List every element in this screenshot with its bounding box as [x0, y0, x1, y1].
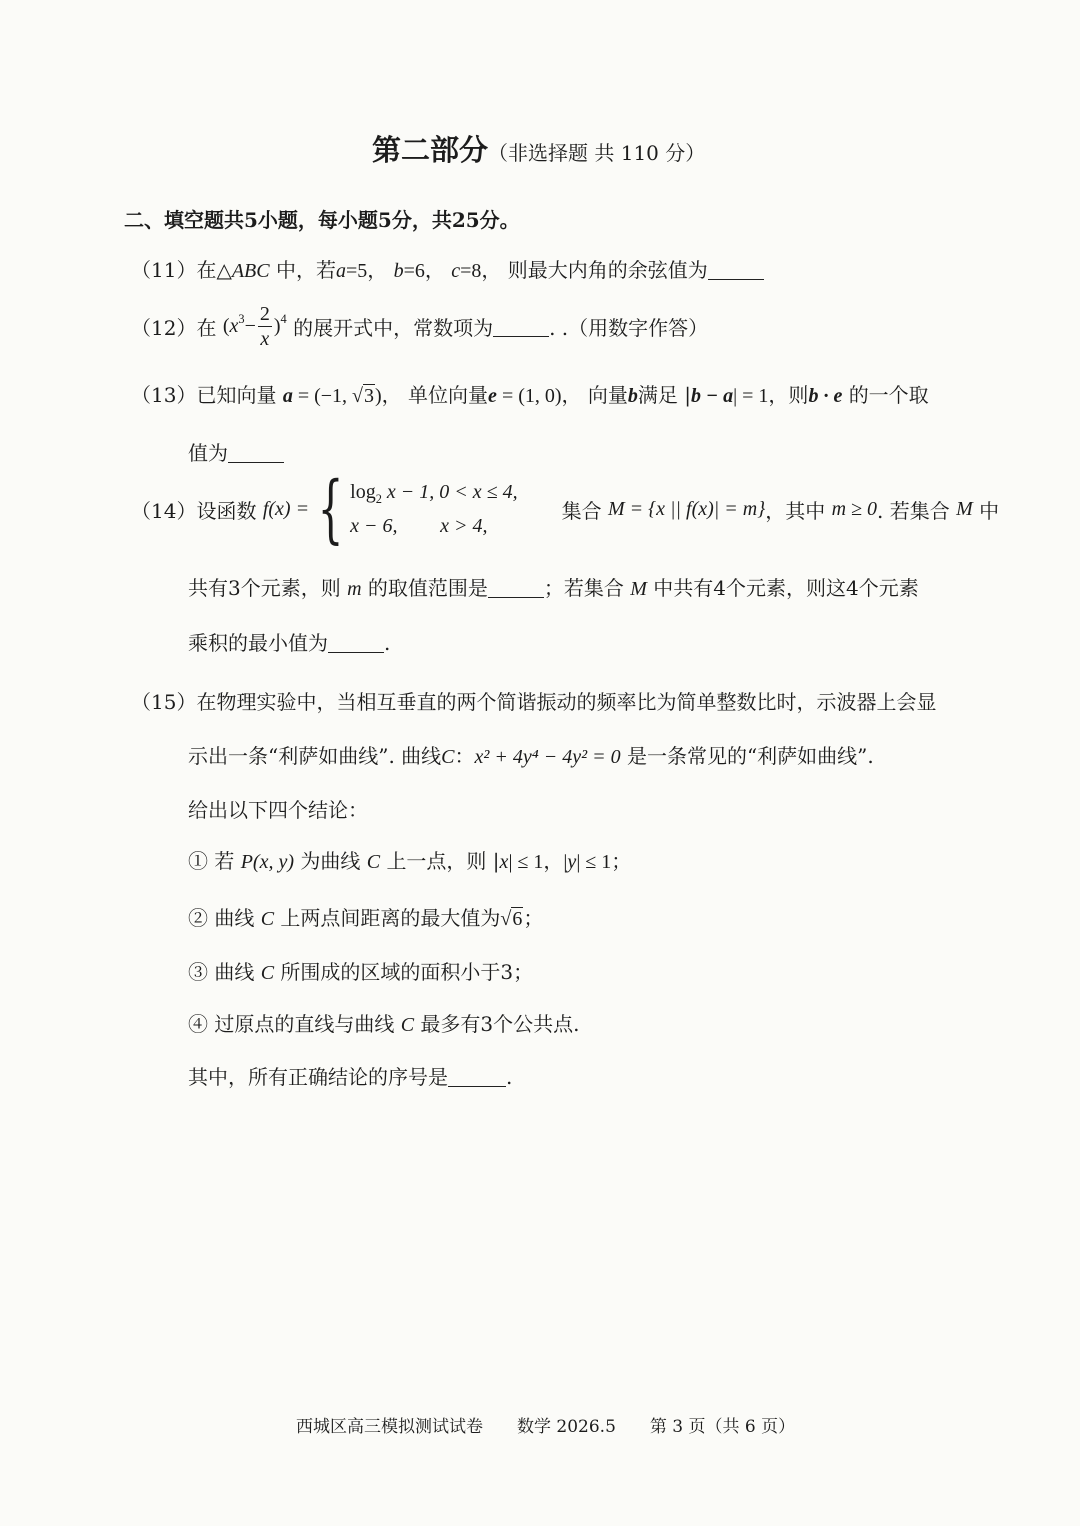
q15-text: ：: [454, 744, 475, 768]
q14-text: 中: [979, 498, 1000, 523]
q15-var: y: [567, 851, 577, 873]
q13-sqrt: √3: [352, 385, 375, 407]
q14-case-1: [350, 475, 518, 509]
q13-vector-a-value: = (−1,: [292, 385, 353, 407]
page-footer: 西城区高三模拟测试试卷 数学 2026.5 第 3 页（共 6 页）: [296, 1417, 796, 1437]
q12-number: （12）: [131, 316, 197, 340]
q13-text: )，: [375, 385, 402, 407]
q13-vector-e-value: = (1, 0)，: [496, 385, 582, 407]
q13-sqrt-value: 3: [364, 385, 375, 407]
q15-text: ；: [523, 906, 544, 930]
q15-equation: x² + 4y⁴ − 4y² = 0: [474, 746, 621, 768]
q15-curve-name: C: [366, 851, 381, 873]
q14-set: M = {x || f(x)| = m}: [608, 497, 766, 520]
q15-point: P(x, y): [240, 851, 295, 873]
q13-line-2: [188, 437, 284, 466]
q13-text: 已知向量: [196, 383, 277, 407]
q13-text: 的一个取: [848, 383, 929, 407]
q15-text: ③ 曲线: [188, 960, 255, 984]
q13-text: 向量: [587, 383, 628, 407]
q12-paren: ): [273, 315, 281, 337]
q14-log: log: [350, 481, 376, 503]
q13-text: 值为: [188, 441, 228, 465]
q15-number: （15）: [131, 690, 197, 714]
q11-side-b: b: [393, 260, 404, 282]
q11-side-c: c: [451, 260, 461, 282]
q13-number: （13）: [131, 383, 197, 407]
q14-text: 中共有4个元素，则这4个元素: [653, 576, 919, 600]
q12-text: 的展开式中，常数项为: [293, 316, 494, 340]
q14-set-name: M: [630, 578, 647, 600]
q14-text: ；若集合: [543, 576, 624, 600]
q15-conclusion-2: [188, 902, 543, 931]
q15-text: 上两点间距离的最大值为: [280, 906, 501, 930]
q15-conclusion-4: [188, 1008, 580, 1037]
q15-curve-name: C: [260, 908, 275, 930]
q11-value-b: =6，: [403, 260, 445, 282]
q15-conclusion-3: [188, 956, 533, 985]
q15-text: ② 曲线: [188, 906, 255, 930]
q15-curve-name: C: [400, 1014, 415, 1036]
q14-var-m: m: [347, 578, 362, 600]
q14-number: （14）: [131, 498, 197, 523]
q11-side-a: a: [335, 260, 346, 282]
q12-denominator: x: [260, 328, 270, 350]
q13-text: | = 1，则: [733, 385, 809, 407]
q12-text: 在: [196, 316, 217, 340]
q13-vector-b: b: [627, 385, 638, 407]
q14-line-3: [188, 627, 390, 656]
q15-text: .: [506, 1065, 513, 1089]
q15-text: 其中，所有正确结论的序号是: [188, 1065, 448, 1089]
q15-text: 最多有3个公共点.: [420, 1012, 580, 1036]
q11-text: 则最大内角的余弦值为: [507, 258, 708, 282]
q11-text: 在△: [196, 258, 232, 282]
q15-line-3: 给出以下四个结论：: [188, 798, 368, 822]
q12-var: x: [229, 315, 239, 337]
q15-var: x: [499, 851, 509, 873]
question-14: [131, 466, 1000, 552]
q15-sqrt-value: 6: [512, 908, 523, 930]
q14-text: . 若集合: [877, 498, 950, 523]
q15-curve-name: C: [260, 962, 275, 984]
q13-expression: b − a: [691, 385, 734, 407]
q14-text: 乘积的最小值为: [188, 631, 328, 655]
section-heading: 二、填空题共5小题，每小题5分，共25分。: [124, 208, 520, 232]
q15-curve-name: C: [441, 746, 455, 768]
q13-answer-blank: [228, 442, 284, 463]
q14-case-2-cond: x > 4,: [440, 515, 488, 537]
q11-number: （11）: [131, 258, 197, 282]
q15-text: 是一条常见的“利萨如曲线”.: [626, 744, 874, 768]
q14-text: 设函数: [196, 498, 257, 523]
q15-answer-blank: [448, 1066, 506, 1087]
q14-function: f(x) =: [262, 497, 310, 520]
q14-line-2: [188, 572, 919, 601]
title-sub: （非选择题 共 110 分）: [488, 141, 706, 165]
q14-set-name: M: [956, 497, 973, 520]
q14-log-base: 2: [375, 492, 382, 506]
q15-text: 在物理实验中，当相互垂直的两个简谐振动的频率比为简单整数比时，示波器上会显: [196, 690, 937, 714]
page-title: [372, 128, 705, 169]
q11-value-a: =5，: [345, 260, 388, 282]
q14-text: 的取值范围是: [367, 576, 488, 600]
question-13: [131, 379, 929, 408]
q12-minus: −: [244, 315, 256, 337]
q15-line-2: [188, 740, 874, 769]
q15-conclusion-1: [188, 845, 631, 874]
q14-answer-blank-1: [488, 577, 544, 598]
q14-text: 集合: [561, 498, 602, 523]
title-main: 第二部分: [372, 133, 489, 167]
q14-text: 共有3个元素，则: [188, 576, 341, 600]
q11-answer-blank: [708, 259, 764, 280]
q12-fraction: [258, 304, 272, 349]
q15-sqrt: √6: [500, 908, 523, 930]
q15-text: 为曲线: [300, 849, 361, 873]
question-11: [131, 254, 764, 283]
question-15: [131, 686, 936, 715]
q15-text: 上一点，则 |: [386, 849, 500, 873]
q15-text: ① 若: [188, 849, 235, 873]
q12-paren: (: [222, 315, 230, 337]
q14-piecewise: [350, 475, 518, 543]
q12-answer-blank: [493, 316, 549, 337]
q13-vector-e: e: [488, 385, 497, 407]
q15-text: ④ 过原点的直线与曲线: [188, 1012, 395, 1036]
q11-text: 中，若: [275, 258, 336, 282]
q13-vector-a: a: [282, 385, 293, 407]
q14-text: .: [384, 631, 391, 655]
q15-text: | ≤ 1；: [576, 851, 632, 873]
q13-text: 单位向量: [408, 383, 489, 407]
q15-text: 示出一条“利萨如曲线”. 曲线: [188, 744, 442, 768]
q12-numerator: 2: [259, 303, 270, 325]
q15-text: 所围成的区域的面积小于3；: [280, 960, 534, 984]
q14-text: ，其中: [765, 498, 826, 523]
q14-answer-blank-2: [328, 632, 384, 653]
q14-case-2-expr: x − 6,: [350, 515, 398, 537]
question-12: （12） 在 ( x $^3$ − $\frac{2}{x}$ ) $^4$ 的展开式中，常数项为 . .（用数字作答）: [131, 303, 709, 350]
q13-text: 满足 |: [637, 383, 692, 407]
q12-text: . .（用数字作答）: [549, 316, 709, 340]
q14-brace: {: [317, 466, 344, 552]
q11-triangle: ABC: [231, 260, 270, 282]
q13-dot-product: b · e: [808, 385, 843, 407]
q15-final: [188, 1061, 512, 1090]
q15-text: | ≤ 1，|: [508, 851, 568, 873]
q14-case-2: [350, 509, 518, 543]
q14-condition: m ≥ 0: [831, 497, 878, 520]
q14-case-1-expr: x − 1, 0 < x ≤ 4,: [381, 481, 518, 503]
q11-value-c: =8，: [460, 260, 502, 282]
